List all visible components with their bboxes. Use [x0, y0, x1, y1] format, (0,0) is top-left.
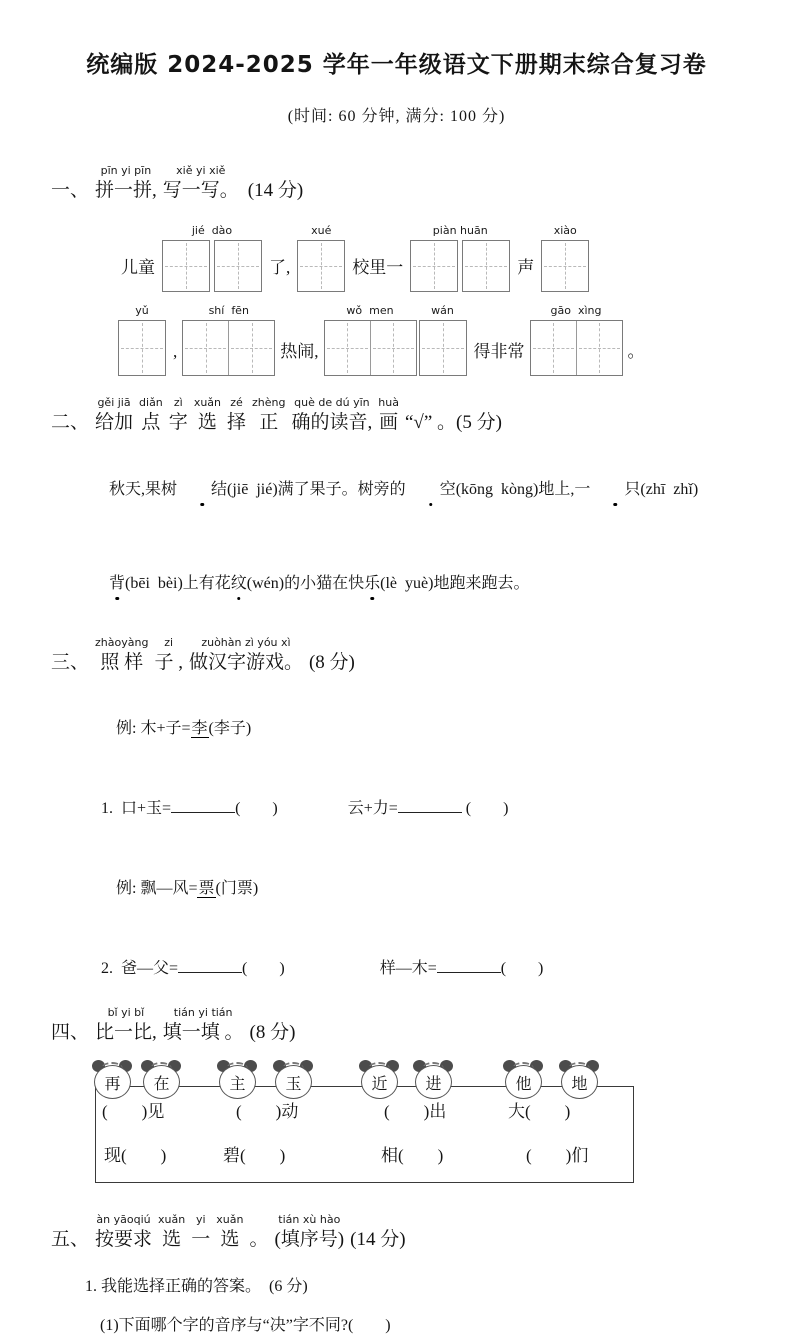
passage-text: (zhī zhǐ)	[640, 481, 699, 498]
answer-blank[interactable]	[398, 808, 462, 813]
panda-character: 他	[505, 1065, 542, 1099]
given-text: 热闹,	[280, 342, 319, 361]
exercise-line-2	[85, 937, 793, 996]
answer-box-group[interactable]	[324, 320, 417, 376]
section-5-heading	[48, 1213, 793, 1253]
heading-text: 填一填 。	[162, 1022, 244, 1043]
section-2-number: 二、	[51, 412, 90, 433]
equation-text: 样—木=	[379, 960, 437, 977]
fill-blank-item[interactable]: 相( )	[381, 1146, 444, 1165]
pinyin-label: xiě yi xiě	[176, 164, 226, 177]
panda-stitch-icon	[282, 1062, 304, 1076]
panda-character: 地	[561, 1065, 598, 1099]
answer-box[interactable]	[410, 240, 458, 292]
pinyin-label: xiào	[553, 224, 577, 237]
panda-icon	[559, 1060, 599, 1102]
panda-character: 再	[94, 1065, 131, 1099]
heading-text: 子 ,	[154, 652, 183, 673]
panda-stitch-icon	[150, 1062, 172, 1076]
example-text: (李子)	[208, 720, 252, 737]
pinyin-label: àn yāoqiú	[96, 1213, 151, 1226]
panda-character: 玉	[275, 1065, 312, 1099]
passage-text: (bēi bèi)上有花	[125, 575, 231, 592]
section-1-heading	[48, 164, 793, 204]
pinyin-label: piàn huān	[432, 224, 488, 237]
panda-character: 在	[143, 1065, 180, 1099]
fill-blank-item[interactable]: 碧( )	[223, 1146, 286, 1165]
panda-stitch-icon	[101, 1062, 123, 1076]
pinyin-label: jié dào	[191, 224, 233, 237]
pinyin-label: zì	[173, 396, 183, 409]
pinyin-label: bǐ yi bǐ	[107, 1006, 145, 1019]
equation-text: 口+玉=	[121, 800, 172, 817]
passage-text: 秋天,果树	[109, 481, 178, 498]
heading-text: 按要求	[95, 1229, 153, 1250]
fill-blank-item[interactable]: ( )们	[526, 1146, 589, 1165]
equation-text: 爸—父=	[121, 960, 179, 977]
example-text: 例: 飘—风=	[116, 880, 198, 897]
compare-fill-box	[95, 1075, 634, 1183]
panda-icon	[359, 1060, 399, 1102]
example-text: (门票)	[215, 880, 259, 897]
panda-icon	[217, 1060, 257, 1102]
section-2-heading	[48, 396, 793, 436]
underlined-char: 李	[191, 720, 208, 737]
example-line-1	[100, 697, 793, 756]
panda-icon	[141, 1060, 181, 1102]
heading-text: 写一写。	[162, 180, 239, 201]
underlined-char: 票	[198, 880, 215, 897]
pinyin-label: tián yi tián	[173, 1006, 233, 1019]
panda-stitch-icon	[422, 1062, 444, 1076]
section-4-number: 四、	[51, 1022, 90, 1043]
answer-blank[interactable]	[437, 968, 501, 973]
write-row-2	[116, 302, 793, 376]
pinyin-label: xuǎn	[216, 1213, 244, 1226]
pinyin-label: xuǎn	[158, 1213, 186, 1226]
pinyin-label: zé	[230, 396, 243, 409]
fill-blank-item[interactable]: ( )动	[236, 1102, 299, 1121]
answer-box[interactable]	[118, 320, 166, 376]
pinyin-label: què de dú yīn	[294, 396, 370, 409]
panda-icon	[92, 1060, 132, 1102]
pinyin-label: diǎn	[139, 396, 163, 409]
given-text: 了,	[269, 258, 291, 277]
answer-box[interactable]	[325, 321, 370, 375]
section-3-score: (8 分)	[308, 652, 355, 673]
heading-text: 。	[249, 1229, 269, 1250]
fill-blank-item[interactable]: 大( )	[508, 1102, 571, 1121]
exam-time-score-note: (时间: 60 分钟, 满分: 100 分)	[287, 108, 506, 125]
answer-box[interactable]	[531, 321, 576, 375]
panda-character: 主	[219, 1065, 256, 1099]
passage-text: (jiē jié)满了果子。树旁的	[227, 481, 406, 498]
passage-line-1	[85, 454, 753, 526]
answer-box[interactable]	[541, 240, 589, 292]
passage-text: (lè yuè)地跑来跑去。	[380, 575, 530, 592]
heading-text: 做汉字游戏。	[188, 652, 303, 673]
equation-text: 云+力=	[347, 800, 398, 817]
pinyin-label: zi	[164, 636, 174, 649]
given-text: 儿童	[121, 258, 155, 277]
exercise-line-1	[85, 777, 793, 836]
section-1-number: 一、	[51, 180, 90, 201]
answer-box[interactable]	[183, 321, 228, 375]
paren-blank[interactable]: ( )	[500, 960, 544, 977]
heading-text: 字	[168, 412, 188, 433]
heading-text: 选	[197, 412, 217, 433]
write-row-1	[116, 222, 793, 292]
section-5-number: 五、	[51, 1229, 90, 1250]
heading-text: 选	[220, 1229, 240, 1250]
item-number: 1.	[101, 800, 121, 817]
given-text: 得非常	[473, 342, 525, 361]
pinyin-label: yǔ	[135, 304, 149, 317]
paren-blank[interactable]: ( )	[465, 800, 509, 817]
answer-blank[interactable]	[178, 968, 242, 973]
section-3-heading	[48, 636, 793, 676]
pinyin-label: tián xù hào	[278, 1213, 341, 1226]
given-text: 校里一	[352, 258, 404, 277]
pinyin-label: zuòhàn zì yóu xì	[201, 636, 291, 649]
example-line-2	[100, 857, 793, 916]
heading-text: 一	[191, 1229, 211, 1250]
section-2-suffix-and-score: “√” 。(5 分)	[404, 412, 502, 433]
answer-box[interactable]	[162, 240, 210, 292]
answer-box[interactable]	[214, 240, 262, 292]
answer-box-group[interactable]	[182, 320, 275, 376]
dotted-char: 乐	[364, 572, 380, 596]
panda-icon	[413, 1060, 453, 1102]
heading-text: 给加	[95, 412, 134, 433]
dotted-char: 结	[177, 478, 227, 502]
example-text: 例: 木+子=	[116, 720, 191, 737]
fill-blank-item[interactable]: ( )出	[384, 1102, 447, 1121]
panda-icon	[503, 1060, 543, 1102]
panda-character: 近	[361, 1065, 398, 1099]
panda-stitch-icon	[568, 1062, 590, 1076]
heading-text: 选	[162, 1229, 182, 1250]
passage-text: (kōng kòng)地上,一	[455, 481, 591, 498]
answer-blank[interactable]	[171, 808, 235, 813]
given-text: 声	[517, 258, 535, 277]
heading-text: 正	[259, 412, 279, 433]
heading-text: (填序号)	[274, 1229, 345, 1250]
answer-box[interactable]	[462, 240, 510, 292]
pinyin-label: xué	[311, 224, 332, 237]
paren-blank[interactable]: ( )	[242, 960, 285, 977]
pinyin-label: wǒ men	[346, 304, 394, 317]
dotted-char: 只	[590, 478, 640, 502]
section-3-number: 三、	[51, 652, 90, 673]
section-4-heading	[48, 1006, 793, 1046]
pinyin-label: wán	[431, 304, 454, 317]
answer-box[interactable]	[370, 321, 416, 375]
panda-stitch-icon	[368, 1062, 390, 1076]
section-1-score: (14 分)	[247, 180, 304, 201]
pinyin-label: pīn yi pīn	[100, 164, 152, 177]
pinyin-label: gāo xìng	[550, 304, 602, 317]
answer-box[interactable]	[419, 320, 467, 376]
pinyin-label: gěi jiā	[97, 396, 131, 409]
heading-text: 画	[379, 412, 399, 433]
heading-text: 照 样	[100, 652, 144, 673]
item-number: 2.	[101, 960, 121, 977]
answer-box[interactable]	[228, 321, 274, 375]
passage-line-2	[85, 548, 753, 620]
pinyin-label: zhàoyàng	[95, 636, 149, 649]
pinyin-label: huà	[378, 396, 399, 409]
panda-stitch-icon	[512, 1062, 534, 1076]
heading-text: 点	[141, 412, 161, 433]
answer-box-group[interactable]	[530, 320, 623, 376]
heading-text: 择	[227, 412, 247, 433]
pinyin-label: yi	[195, 1213, 206, 1226]
question-1-1: (1)下面哪个字的音序与“决”字不同?( )	[100, 1317, 391, 1334]
passage-text: (wén)的小猫在快	[246, 575, 365, 592]
pinyin-label: shí fēn	[208, 304, 249, 317]
page-title: 统编版 2024-2025 学年一年级语文下册期末综合复习卷	[86, 52, 707, 78]
given-text: ,	[173, 342, 178, 361]
fill-blank-item[interactable]: 现( )	[104, 1146, 167, 1165]
heading-text: 比一比,	[95, 1022, 157, 1043]
answer-box[interactable]	[576, 321, 622, 375]
fill-blank-item[interactable]: ( )见	[102, 1102, 165, 1121]
panda-stitch-icon	[226, 1062, 248, 1076]
answer-box[interactable]	[297, 240, 345, 292]
question-1: 1. 我能选择正确的答案。 (6 分)	[85, 1278, 308, 1295]
reading-passage	[85, 454, 753, 620]
section-5-score: (14 分)	[350, 1229, 406, 1250]
dotted-char: 纹	[231, 572, 247, 596]
dotted-char: 背	[109, 572, 125, 596]
section-4-score: (8 分)	[249, 1022, 296, 1043]
exam-paper-page	[0, 46, 793, 1334]
panda-character: 进	[415, 1065, 452, 1099]
given-text: 。	[627, 342, 645, 361]
heading-text: 确的读音,	[291, 412, 373, 433]
paren-blank[interactable]: ( )	[235, 800, 278, 817]
heading-text: 拼一拼,	[95, 180, 157, 201]
pinyin-label: xuǎn	[193, 396, 222, 409]
dotted-char: 空	[406, 478, 456, 502]
pinyin-label: zhèng	[252, 396, 286, 409]
panda-icon	[273, 1060, 313, 1102]
